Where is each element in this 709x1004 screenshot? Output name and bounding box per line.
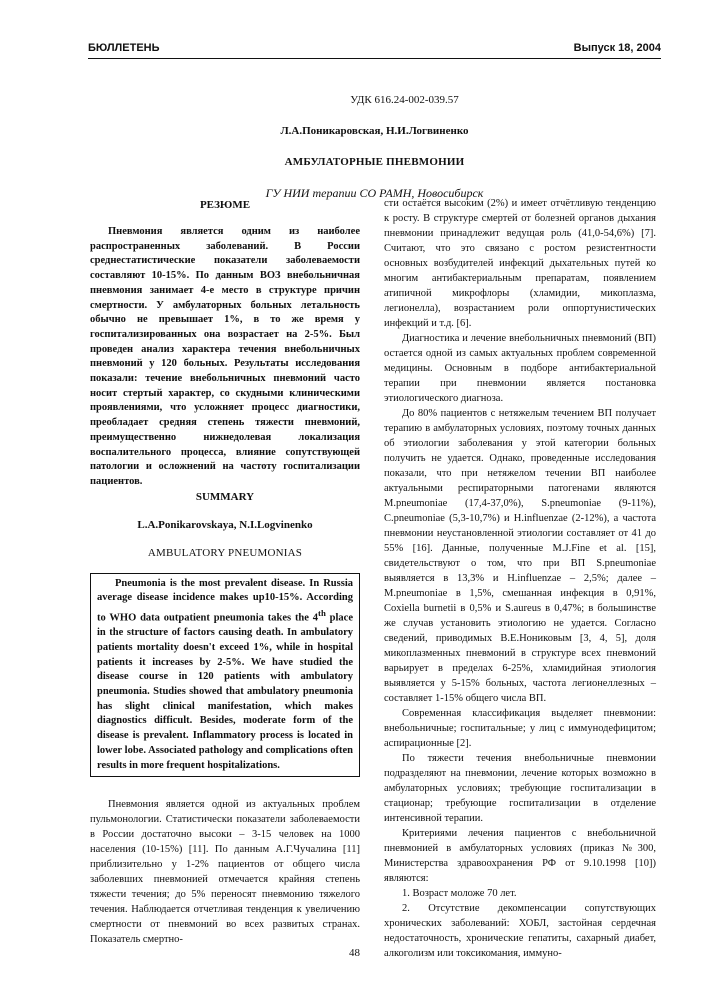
body-paragraph: До 80% пациентов с нетяжелым течением ВП получает терапию в амбулаторных условиях, поэтому точных данных об этиологии заболевания у этой категории больных получить не удается. Однако, проведенные исследования показали, что при нетяжелом течении ВП наиболее актуальными респираторными патогенами являются M.pneumoniae (17,4-37,0%), S.pneumoniae (9-11%), C.pneumoniae (5,3-10,7%) и H.influenzae (2-12%), а частота пневмонии неустановленной этиологии составляет от 41 до 55% [16]. Данные, полученные M.J.Fine et al. [15], свидетельствуют о том, что при ВП S.pneumoniae выявляется в 13,3% и H.influenzae – 2,5%; далее – M.pneumoniae в 1,5%, смешанная инфекция в 0,91%, Coxiella burnetii в 0,5% и S.aureus в 0,47%; в большинстве же случав установить этиологию не удается. Согласно сведений, приводимых В.Е.Нониковым [3, 4, 5], доля микоплазменных пневмоний в структуре всех пневмоний варьирует в пределах 6-25%, хламидийная этиология выявляется у 5-15% больных, частота легионеллезных – составляет 1-15% общего числа ВП. [384,408,656,704]
article-affiliation: ГУ НИИ терапии СО РАМН, Новосибирск [265,186,484,200]
summary-text-part1: Pneumonia is the most prevalent disease. In Russia average disease incidence makes up10-15%. According to WHO data outpatient pneumonia takes the 4 [97,577,353,624]
right-column [384,196,656,961]
list-item: 2. Отсутствие декомпенсации сопутствующих хронических заболеваний: ХОБЛ, застойная сердечная недостаточность, хронические гепатиты, сахарный диабет, алкоголизм или токсикомания, иммуно- [384,903,656,959]
body-paragraph: Современная классификация выделяет пневмонии: внебольничные; госпитальные; у лиц с иммунодефицитом; аспирационные [2]. [384,708,656,749]
body-paragraph: Критериями лечения пациентов с внебольничной пневмонией в амбулаторных условиях (приказ №300, Министерства здравоохранения РФ от 9.10.1998 [10]) являются: [384,828,656,884]
article-authors: Л.А.Поникаровская, Н.И.Логвиненко [280,125,469,137]
summary-authors: L.A.Ponikarovskaya, N.I.Logvinenko [137,518,313,531]
resume-heading: РЕЗЮМЕ [199,199,251,211]
header-rule [88,58,661,59]
body-paragraph: Пневмония является одной из актуальных проблем пульмонологии. Статистически показатели заболеваемости в России достаточно высоки – 3-15 человек на 1000 населения (10-15%) [11]. По данным А.Г.Чучалина [11] приблизительно у 1-2% пациентов от общего числа заболевших пневмонией отмечается крайняя степень тяжести течения; до 5% переносят пневмонию тяжелого течения. Наблюдается отчетливая тенденция к увеличению смертности от пневмоний во всех развитых странах. Показатель смертно- [90,799,360,946]
body-paragraph: По тяжести течения внебольничные пневмонии подразделяют на пневмонии, лечение которых возможно в амбулаторных условиях; требующие госпитализации в стационар; требующие госпитализации в отделение интенсивной терапии. [384,753,656,824]
udk-code: УДК 616.24-002-039.57 [350,94,459,106]
title-block [88,94,661,201]
summary-text-part2: place in the structure of factors causing death. In ambulatory patients mortality doesn't exceed 1%, while in hospital patients it increases by 2-5%. We have studied the disease course in 120 patients with ambulatory pneumonia. Studies showed that ambulatory pneumonia has slight clinical manifestation, which makes diagnostics difficult. Besides, moderate form of the disease is prevalent. Inflammatory process is located in lower lobe. Associated pathology and complications often results in more frequent hospitalizations. [97,612,354,771]
resume-text: Пневмония является одним из наиболее распространенных заболеваний. В России среднестатистические показатели заболеваемости составляют 10-15%. По данным ВОЗ внебольничная пневмония занимает 4-е место в структуре причин смертности. У амбулаторных больных летальность обычно не превышает 1%, в то же время у госпитализированных она возрастает на 2-5%. Был проведен анализ характера течения внебольничных пневмоний у 120 больных. Результаты исследования показали: течение внебольничных пневмоний часто носит стертый характер, со скудными клиническими проявлениями, что усложняет процесс диагностики, преобладает средняя степень тяжести пневмоний, преимущественно нижнедолевая локализация воспалительного процесса, влияние сопутствующей патологии и осложнений на частоту госпитализации пациентов. [90,226,360,487]
body-paragraph: Диагностика и лечение внебольничных пневмоний (ВП) остается одной из самых актуальных проблем современной медицины. Основным в подборе антибактериальной терапии при пневмонии является постановка этиологического диагноза. [384,333,656,404]
summary-title: AMBULATORY PNEUMONIAS [147,546,303,559]
journal-name: БЮЛЛЕТЕНЬ [88,42,160,54]
summary-heading: SUMMARY [195,490,255,503]
article-title: АМБУЛАТОРНЫЕ ПНЕВМОНИИ [284,156,465,168]
list-item: 1. Возраст моложе 70 лет. [402,888,517,899]
left-column [90,198,360,947]
page-number: 48 [349,947,360,959]
body-paragraph: сти остаётся высоким (2%) и имеет отчётливую тенденцию к росту. В структуре смертей от болезней органов дыхания пневмонии принадлежит ведущая роль (41,0-54,6%) [7]. Считают, что это связано с ростом резистентности основных возбудителей инфекций дыхательных путей ко многим антибактериальным препаратам, появлением атипичной микрофлоры (хламидии, микоплазма, легионелла), возрастанием роли оппортунистических инфекций и т.д. [6]. [384,198,656,329]
summary-abstract-box [90,573,360,778]
summary-text-superscript: th [318,608,326,619]
issue-label: Выпуск 18, 2004 [573,42,661,54]
